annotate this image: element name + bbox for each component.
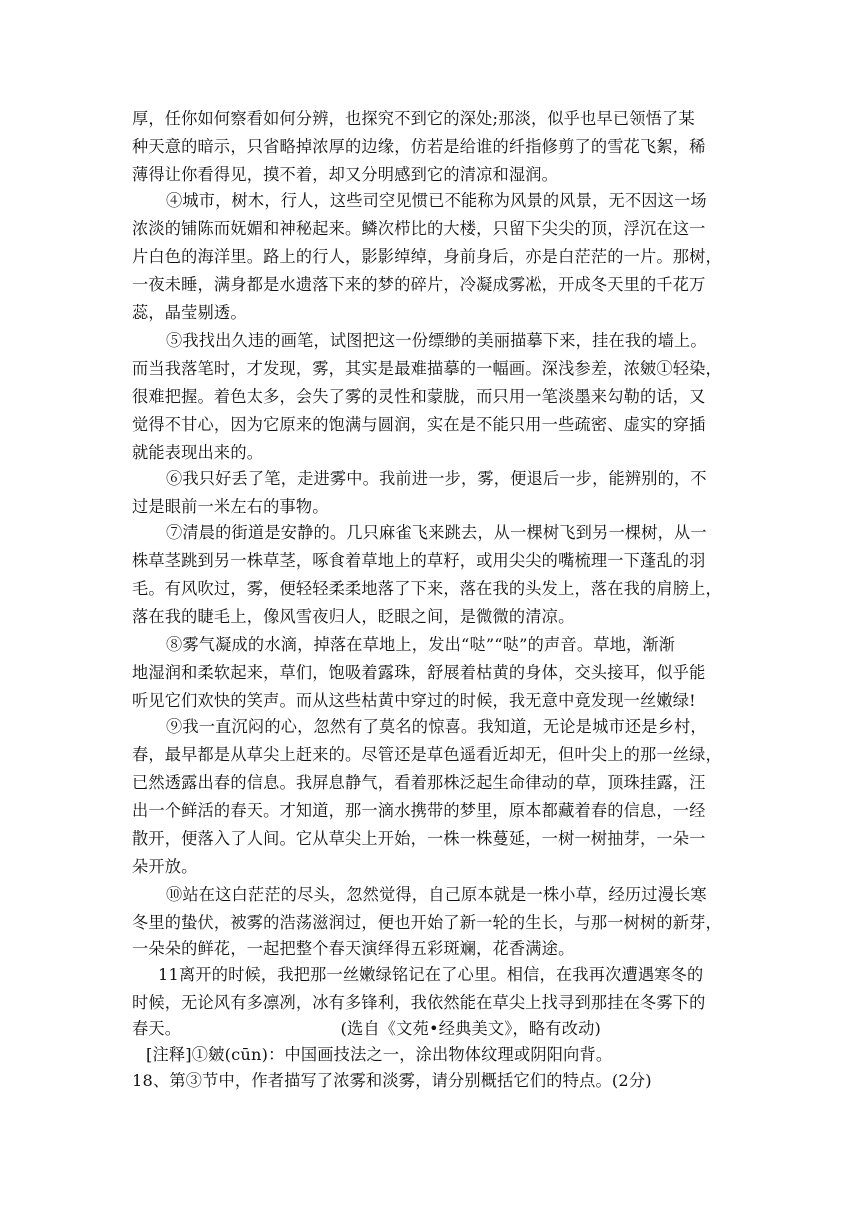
text-line: 株草茎跳到另一株草茎，啄食着草地上的草籽，或用尖尖的嘴梳理一下蓬乱的羽 [132, 551, 706, 570]
text-line: 薄得让你看得见，摸不着，却又分明感到它的清凉和湿润。 [132, 165, 559, 184]
paragraph-5-start: ⑤我找出久违的画笔，试图把这一份缥缈的美丽描摹下来，挂在我的墙上。 [166, 331, 707, 350]
paragraph-10-start: ⑩站在这白茫茫的尽头，忽然觉得，自己原本就是一株小草，经历过漫长寒 [166, 885, 707, 904]
text-line: 冬里的蛰伏，被雾的浩荡滋润过，便也开始了新一轮的生长，与那一树树的新芽， [132, 913, 722, 932]
annotation-note: [注释]①皴(cūn)：中国画技法之一，涂出物体纹理或阴阳向背。 [146, 1045, 613, 1064]
text-line: 落在我的睫毛上，像风雪夜归人，眨眼之间，是微微的清凉。 [132, 607, 575, 626]
paragraph-11-start: 11离开的时候，我把那一丝嫩绿铭记在了心里。相信，在我再次遭遇寒冬的 [158, 965, 704, 984]
paragraph-4-start: ④城市，树木，行人，这些司空见惯已不能称为风景的风景，无不因这一场 [166, 191, 707, 210]
text-line: 散开，便落入了人间。它从草尖上开始，一株一株蔓延，一树一树抽芽，一朵一 [132, 829, 706, 848]
last-line-with-source [132, 1016, 732, 1042]
text-line: 时候，无论风有多凛冽，冰有多锋利，我依然能在草尖上找寻到那挂在冬雾下的 [132, 993, 706, 1012]
text-line: 已然透露出春的信息。我屏息静气，看着那株泛起生命律动的草，顶珠挂露，汪 [132, 773, 706, 792]
text-line: 很难把握。着色太多，会失了雾的灵性和蒙胧，而只用一笔淡墨来勾勒的话，又 [132, 387, 706, 406]
text-line: 一朵朵的鲜花，一起把整个春天演绎得五彩斑斓，花香满途。 [132, 939, 575, 958]
text-line: 觉得不甘心，因为它原来的饱满与圆润，实在是不能只用一些疏密、虚实的穿插 [132, 415, 706, 434]
source-citation: (选自《文苑•经典美文》，略有改动) [340, 1019, 601, 1038]
text-line: 出一个鲜活的春天。才知道，那一滴水携带的梦里，原本都藏着春的信息，一经 [132, 801, 706, 820]
text-line: 地湿润和柔软起来，草们，饱吸着露珠，舒展着枯黄的身体，交头接耳，似乎能 [132, 663, 706, 682]
text-line: 听见它们欢快的笑声。而从这些枯黄中穿过的时候，我无意中竟发现一丝嫩绿! [132, 691, 696, 710]
paragraph-6-start: ⑥我只好丢了笔，走进雾中。我前进一步，雾，便退后一步，能辨别的，不 [166, 469, 707, 488]
text-line: 片白色的海洋里。路上的行人，影影绰绰，身前身后，亦是白茫茫的一片。那树， [132, 247, 722, 266]
text-line: 过是眼前一米左右的事物。 [132, 497, 329, 516]
text-line: 厚，任你如何察看如何分辨，也探究不到它的深处;那淡，似乎也早已领悟了某 [132, 109, 695, 128]
text-line: 春，最早都是从草尖上赶来的。尽管还是草色遥看近却无，但叶尖上的那一丝绿， [132, 745, 722, 764]
text-line: 毛。有风吹过，雾，便轻轻柔柔地落了下来，落在我的头发上，落在我的肩膀上， [132, 579, 722, 598]
text-line: 蕊，晶莹剔透。 [132, 303, 247, 322]
text-line: 就能表现出来的。 [132, 443, 264, 462]
text-line: 种天意的暗示，只省略掉浓厚的边缘，仿若是给谁的纤指修剪了的雪花飞絮，稀 [132, 137, 706, 156]
text-line: 一夜未睡，满身都是水遗落下来的梦的碎片，冷凝成雾凇，开成冬天里的千花万 [132, 275, 706, 294]
question-18: 18、第③节中，作者描写了浓雾和淡雾，请分别概括它们的特点。(2分) [132, 1071, 652, 1090]
text-line: 而当我落笔时，才发现，雾，其实是最难描摹的一幅画。深浅参差，浓皴①轻染， [132, 359, 722, 378]
text-line: 春天。 [132, 1019, 182, 1038]
paragraph-8-start: ⑧雾气凝成的水滴，掉落在草地上，发出“哒”“哒”的声音。草地，渐渐 [166, 635, 676, 654]
paragraph-7-start: ⑦清晨的街道是安静的。几只麻雀飞来跳去，从一棵树飞到另一棵树，从一 [166, 523, 707, 542]
text-line: 朵开放。 [132, 857, 198, 876]
paragraph-9-start: ⑨我一直沉闷的心，忽然有了莫名的惊喜。我知道，无论是城市还是乡村， [166, 717, 707, 736]
text-line: 浓淡的铺陈而妩媚和神秘起来。鳞次栉比的大楼，只留下尖尖的顶，浮沉在这一 [132, 219, 706, 238]
